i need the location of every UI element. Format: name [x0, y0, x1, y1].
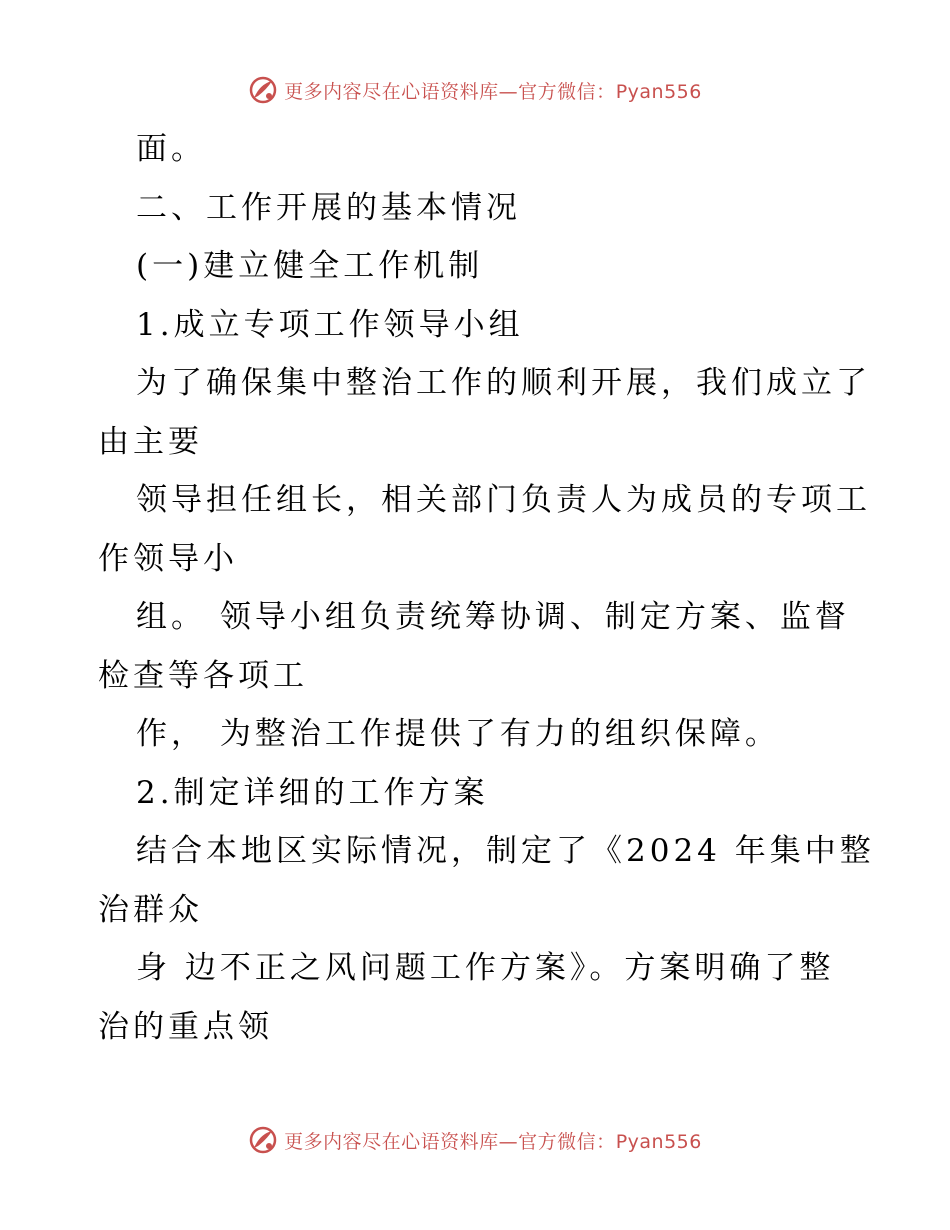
watermark-id: Pyan556 — [615, 80, 702, 103]
text-line: 结合本地区实际情况，制定了《2024 年集中整 — [136, 833, 875, 869]
item-heading: 1.成立专项工作领导小组 — [136, 306, 524, 343]
text-line: 作， 为整治工作提供了有力的组织保障。 — [136, 716, 780, 752]
watermark-label: 官方微信： — [518, 80, 616, 103]
section-heading: 二、工作开展的基本情况 — [136, 189, 521, 226]
text-line: 组。 领导小组负责统筹协调、制定方案、监督 — [136, 599, 850, 635]
watermark-label: 官方微信： — [518, 1130, 616, 1153]
header-watermark — [0, 70, 950, 110]
item-heading: 2.制定详细的工作方案 — [136, 774, 489, 811]
text-line: 由主要 — [98, 423, 203, 460]
text-line: 检查等各项工 — [98, 657, 308, 694]
watermark-text: 更多内容尽在心语资料库 — [284, 1130, 499, 1153]
document-body — [98, 120, 875, 1056]
text-line: 身 边不正之风问题工作方案》。方案明确了整 — [136, 950, 835, 986]
pen-logo-icon — [248, 1125, 278, 1155]
footer-watermark — [0, 1120, 950, 1160]
text-line: 作领导小 — [98, 540, 238, 577]
pen-logo-icon — [248, 75, 278, 105]
text-line: 为了确保集中整治工作的顺利开展，我们成立了 — [136, 365, 871, 401]
text-line: 治群众 — [98, 891, 203, 928]
watermark-text: 更多内容尽在心语资料库 — [284, 80, 499, 103]
watermark-id: Pyan556 — [615, 1130, 702, 1153]
subsection-heading: (一)建立健全工作机制 — [136, 248, 484, 284]
watermark-separator: — — [498, 80, 519, 103]
text-line: 治的重点领 — [98, 1008, 273, 1045]
text-line: 面。 — [136, 131, 206, 167]
text-line: 领导担任组长，相关部门负责人为成员的专项工 — [136, 482, 871, 518]
watermark-separator: — — [498, 1130, 519, 1153]
